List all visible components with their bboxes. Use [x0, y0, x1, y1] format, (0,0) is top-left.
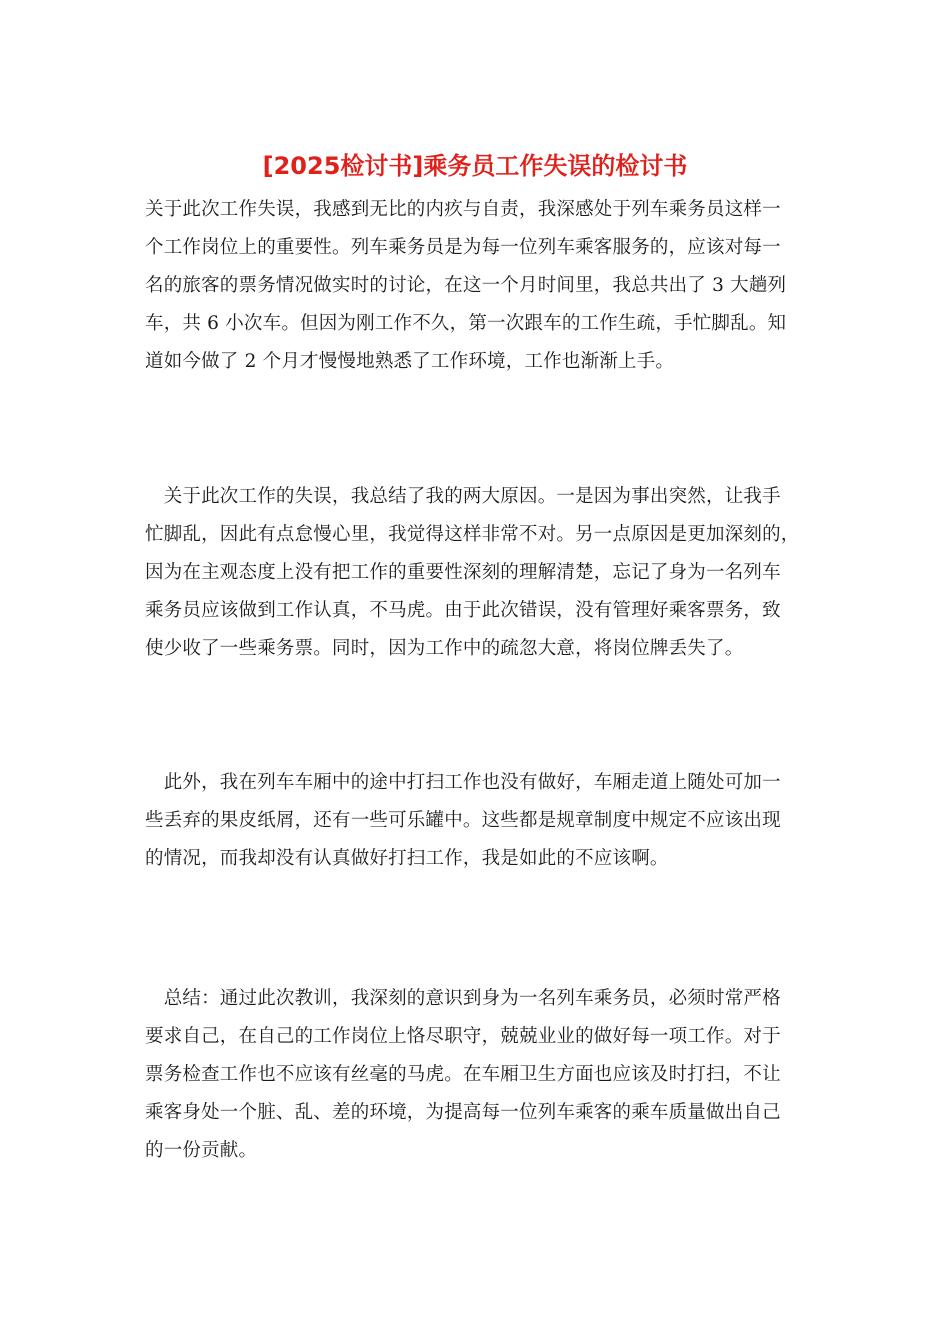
text-line: 要求自己，在自己的工作岗位上恪尽职守，兢兢业业的做好每一项工作。对于	[145, 1026, 781, 1047]
text-line: 票务检查工作也不应该有丝毫的马虎。在车厢卫生方面也应该及时打扫，不让	[145, 1064, 781, 1085]
paragraph-4	[145, 980, 805, 1170]
document-title: [2025检讨书]乘务员工作失误的检讨书	[262, 152, 688, 180]
text-line: 乘客身处一个脏、乱、差的环境，为提高每一位列车乘客的乘车质量做出自己	[145, 1102, 781, 1123]
text-line: 的一份贡献。	[145, 1140, 258, 1161]
text-line: 使少收了一些乘务票。同时，因为工作中的疏忽大意，将岗位牌丢失了。	[145, 638, 744, 659]
text-line: 的情况，而我却没有认真做好打扫工作，我是如此的不应该啊。	[145, 848, 669, 869]
text-line: 名的旅客的票务情况做实时的讨论，在这一个月时间里，我总共出了 3 大趟列	[145, 275, 787, 296]
text-line: 车，共 6 小次车。但因为刚工作不久，第一次跟车的工作生疏，手忙脚乱。知	[145, 313, 787, 334]
text-line: 此外，我在列车车厢中的途中打扫工作也没有做好，车厢走道上随处可加一	[145, 772, 781, 793]
text-line: 关于此次工作失误，我感到无比的内疚与自责，我深感处于列车乘务员这样一	[145, 199, 781, 220]
paragraph-3	[145, 764, 805, 878]
text-line: 忙脚乱，因此有点怠慢心里，我觉得这样非常不对。另一点原因是更加深刻的，	[145, 524, 800, 545]
text-line: 因为在主观态度上没有把工作的重要性深刻的理解清楚，忘记了身为一名列车	[145, 562, 781, 583]
text-line: 总结：通过此次教训，我深刻的意识到身为一名列车乘务员，必须时常严格	[145, 988, 781, 1009]
paragraph-2	[145, 478, 805, 668]
text-line: 道如今做了 2 个月才慢慢地熟悉了工作环境，工作也渐渐上手。	[145, 351, 675, 372]
text-line: 关于此次工作的失误，我总结了我的两大原因。一是因为事出突然，让我手	[145, 486, 781, 507]
paragraph-1	[145, 191, 805, 381]
text-line: 乘务员应该做到工作认真，不马虎。由于此次错误，没有管理好乘客票务，致	[145, 600, 781, 621]
text-line: 个工作岗位上的重要性。列车乘务员是为每一位列车乘客服务的，应该对每一	[145, 237, 781, 258]
text-line: 些丢弃的果皮纸屑，还有一些可乐罐中。这些都是规章制度中规定不应该出现	[145, 810, 781, 831]
